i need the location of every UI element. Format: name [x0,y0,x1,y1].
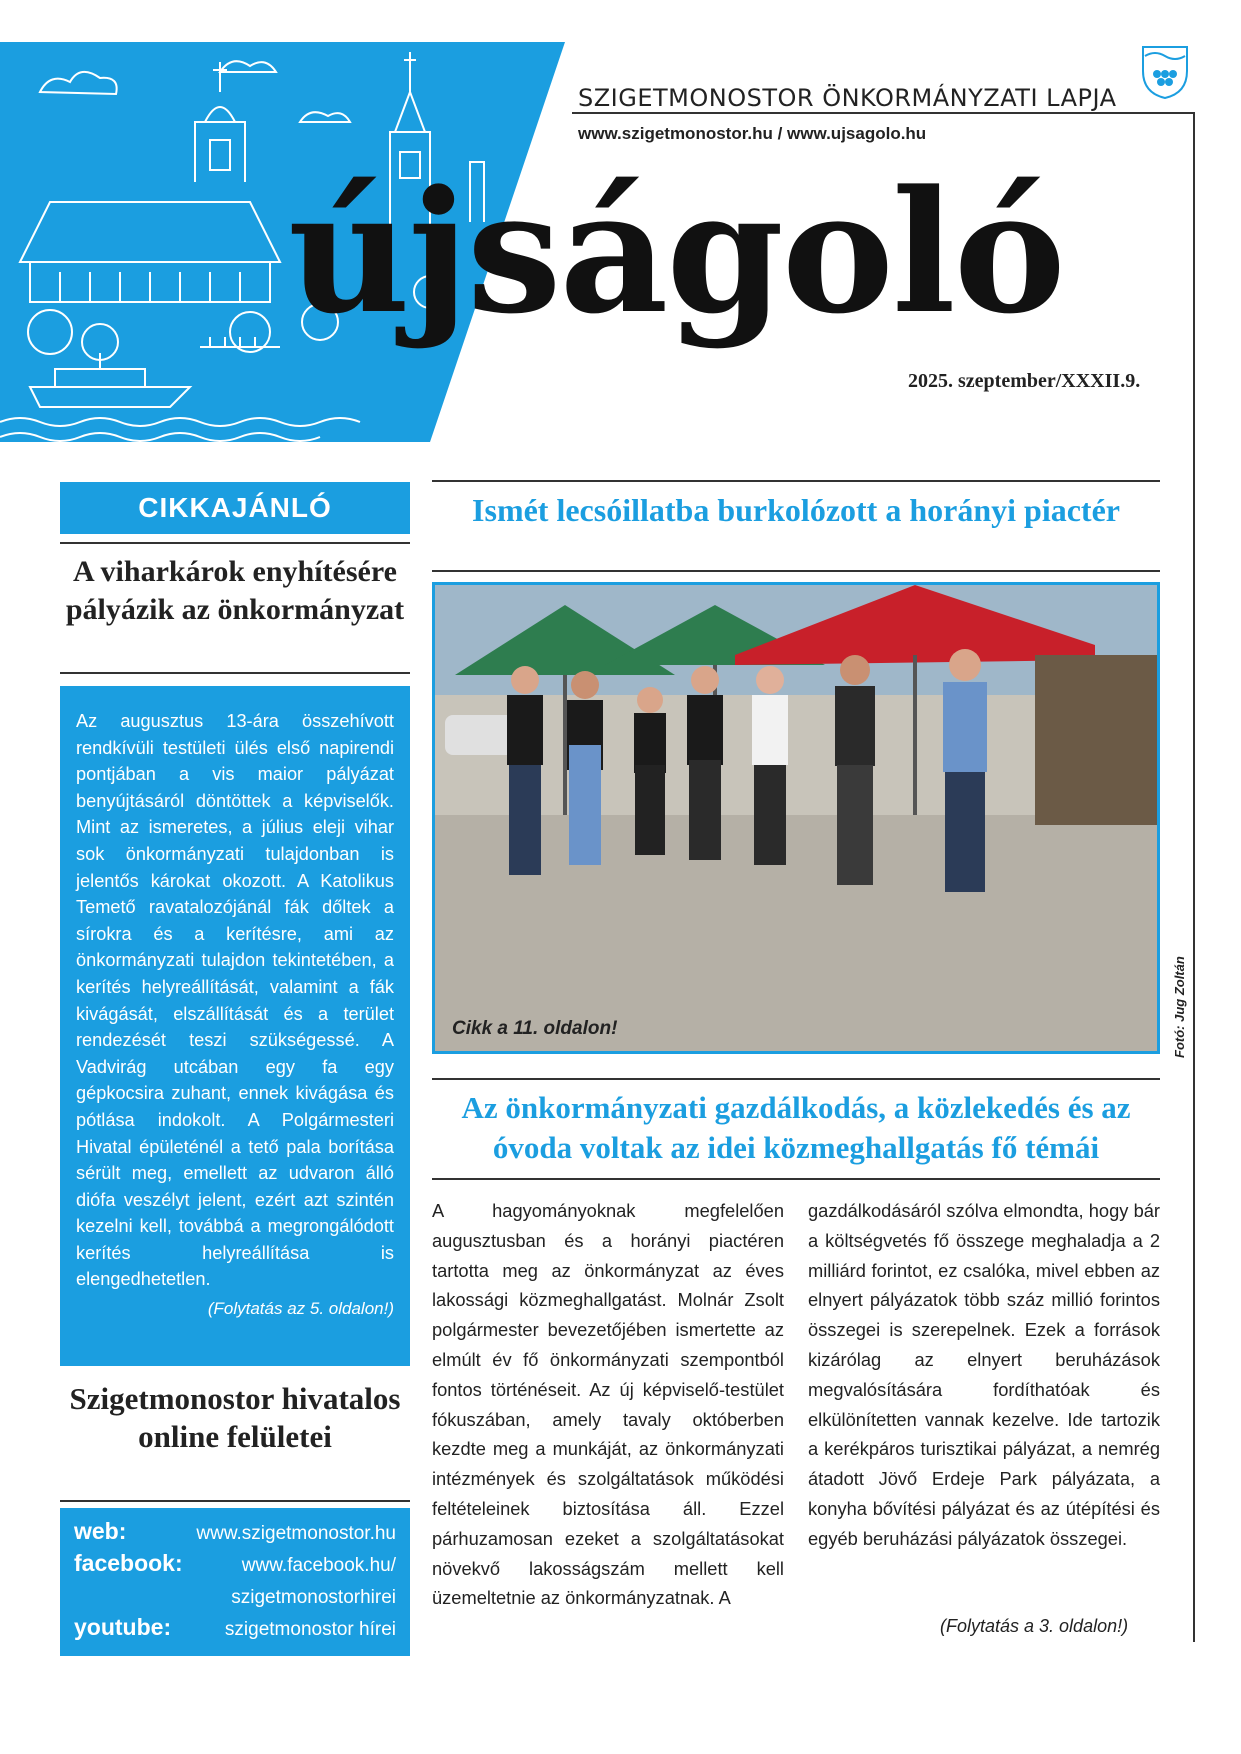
article-continued-note: (Folytatás a 3. oldalon!) [940,1616,1129,1636]
lead-continued-note: (Folytatás az 5. oldalon!) [207,1299,394,1319]
photo-credit: Fotó: Jug Zoltán [1172,956,1187,1058]
facebook-link-continued[interactable]: szigetmonostorhirei [231,1587,396,1608]
publication-urls: www.szigetmonostor.hu / www.ujsagolo.hu [578,124,927,143]
publication-tagline: SZIGETMONOSTOR ÖNKORMÁNYZATI LAPJA [578,84,1117,112]
lead-title-bottom-rule [60,672,410,674]
lead-article-title: A viharkárok enyhítésére pályázik az önkormányzat [65,555,405,626]
headline-public-hearing: Az önkormányzati gazdálkodás, a közlekedés és az óvoda voltak az idei közmeghallgatás fő témái [461,1090,1131,1165]
photo-caption: Cikk a 11. oldalon! [452,1018,618,1039]
article-column-2: gazdálkodásáról szólva elmondta, hogy bár a költségvetés fő összege meghaladja a 2 milliárd forintot, ez csalóka, mivel ebben az elnyert pályázatok több száz millió forintos összegei is szerepelnek. Ezek a források kizárólag az elnyert beruházások megvalósítására fordíthatóak és elkülönítetten vannak kezelve. Ide tartozik a kerékpáros turisztikai pályázat, a nemrég átadott Jövő Erdeje Park pályázata, a konyha bővítési pályázat és az útépítési és egyéb beruházási pályázatok összegei. [808,1200,1160,1549]
headline1-bottom-rule [432,570,1160,572]
online-channels-title: Szigetmonostor hivatalos online felületei [69,1381,401,1454]
headline-market: Ismét lecsóillatba burkolózott a horányi piactér [472,492,1120,528]
headline2-top-rule [432,1078,1160,1080]
issue-number: 2025. szeptember/XXXII.9. [908,370,1141,392]
headline2-bottom-rule [432,1178,1160,1180]
photo-illustration [435,585,1157,1051]
header-rule [572,112,1194,114]
headline1-top-rule [432,480,1160,482]
newspaper-title: újságoló [288,153,1064,351]
online-channels-box [60,1508,410,1656]
facebook-link[interactable]: www.facebook.hu/ [241,1555,396,1576]
youtube-label: youtube: [74,1614,172,1640]
web-link[interactable]: www.szigetmonostor.hu [196,1523,396,1544]
youtube-link[interactable]: szigetmonostor hírei [224,1619,396,1640]
web-label: web: [74,1518,127,1544]
youtube-row [74,1614,396,1646]
lead-article-text: Az augusztus 13-ára összehívott rendkívüli testületi ülés első napirendi pontjában a vis maior pályázat benyújtásáról döntöttek a képviselők. Mint az ismeretes, a július eleji vihar sok önkormányzati tulajdonban is jelentős károkat okozott. A Katolikus Temető ravatalozójánál fák dőltek a sírokra és a kerítésre, ami az önkormányzati tulajdon tekintetében, a kerítés helyreállítását, valamint a fák kivágását, elszállítását és a terület rendezését teszi szükségessé. A Vadvirág utcában egy fa egy gépkocsira zuhant, ennek kivágása és pótlása indokolt. A Polgármesteri Hivatal épületénél a tető pala borítása sérült meg, emellett az udvaron álló diófa veszélyt jelent, ezért azt szintén kezelni kell, továbbá a megrongálódott kerítés helyreállítása is elengedhetetlen. [76,711,394,1290]
right-vertical-rule [1193,112,1195,1642]
web-row [74,1518,396,1550]
online-title-rule [60,1500,410,1502]
facebook-row [74,1550,396,1582]
lead-title-top-rule [60,542,410,544]
lead-article-box [60,686,410,1366]
facebook-label: facebook: [74,1550,183,1576]
article-column-1: A hagyományoknak megfelelően augusztusban és a horányi piactéren tartotta meg az önkormányzat az éves lakossági közmeghallgatást. Molnár Zsolt polgármester bevezetőjében ismertette az elmúlt év fő önkormányzati szempontból fontos történéseit. Az új képviselő-testület fókuszában, amely tavaly októberben kezdte meg a munkáját, az önkormányzati intézmények és szolgáltatások működési feltételeinek biztosítása áll. Ezzel párhuzamosan ezeket a szolgáltatásokat növekvő lakosságszám mellett kell üzemeltetnie az önkormányzatnak. A [432,1200,784,1609]
municipal-crest-icon [1140,44,1190,100]
feature-photo [432,582,1160,1054]
section-label-box: CIKKAJÁNLÓ [60,482,410,534]
